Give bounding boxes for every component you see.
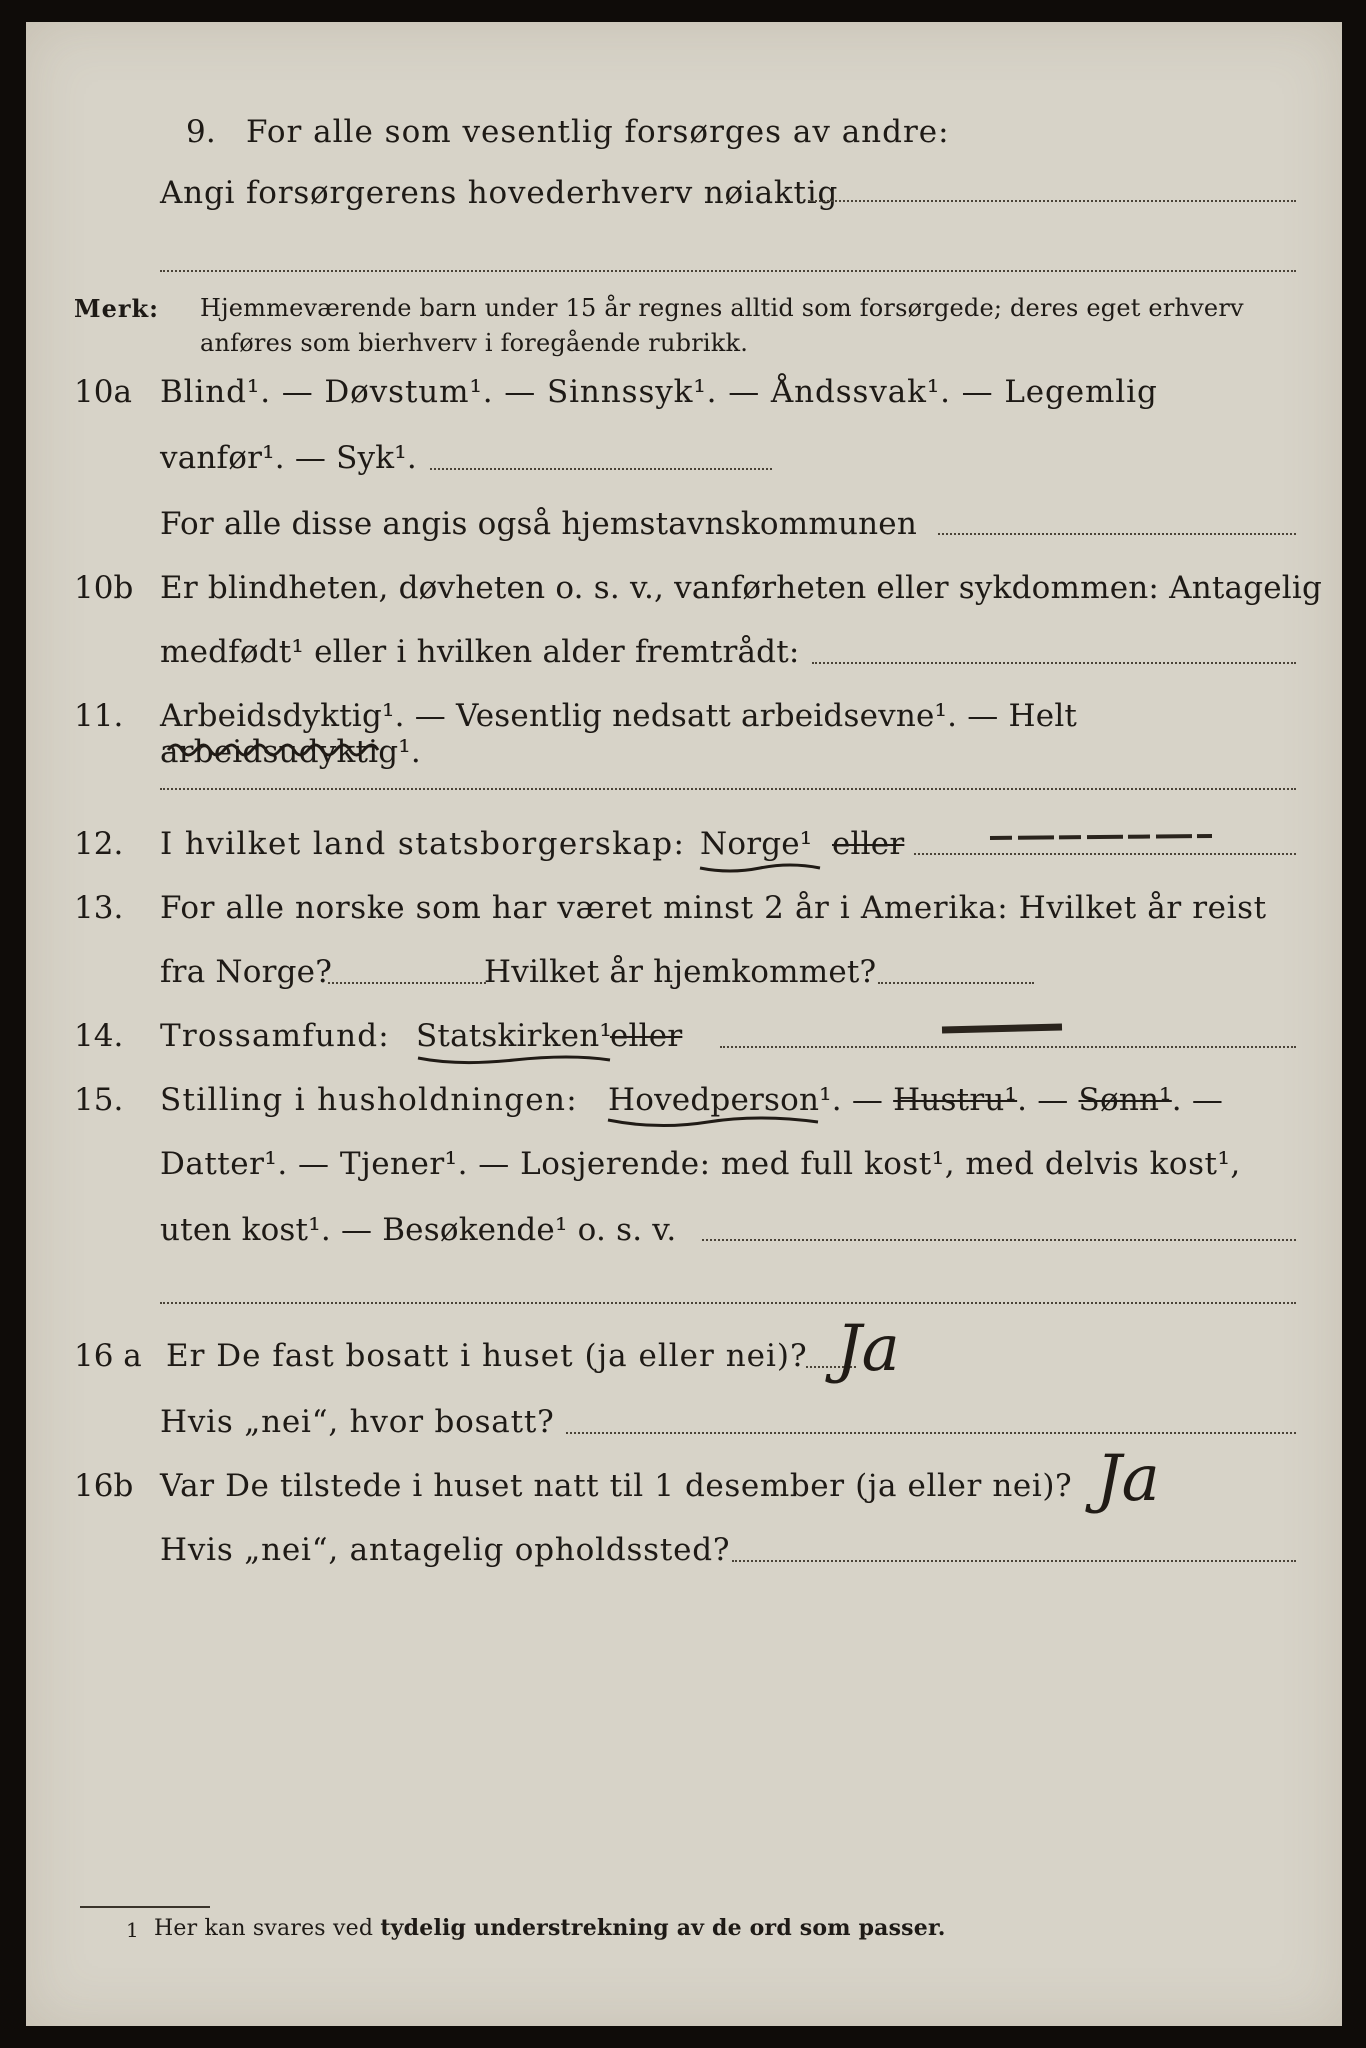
q12-text: I hvilket land statsborgerskap:	[160, 826, 686, 862]
q11-handwritten-underline	[164, 730, 404, 760]
q14-crossed-out-mark	[938, 1018, 1078, 1040]
q15-answer-line[interactable]	[702, 1239, 1296, 1241]
q10a-line2: vanfør¹. — Syk¹.	[160, 440, 417, 476]
q13-return-year-line[interactable]	[878, 982, 1034, 984]
q15-handwritten-underline	[606, 1114, 826, 1134]
q9-answer-line[interactable]	[808, 200, 1296, 202]
census-form-page	[26, 22, 1342, 2026]
note-line2: anføres som bierhverv i foregående rubrikk.	[200, 329, 749, 357]
q9-number: 9.	[186, 114, 216, 150]
q15-sep1: —	[841, 1082, 894, 1118]
q10a-line1: Blind¹. — Døvstum¹. — Sinnssyk¹. — Åndssvak¹. — Legemlig	[160, 374, 1158, 410]
q14-text: Trossamfund:	[160, 1018, 390, 1054]
q13-departure-year-line[interactable]	[328, 982, 486, 984]
q16b-line2: Hvis „nei“, antagelig opholdssted?	[160, 1532, 731, 1568]
q16b-location-line[interactable]	[732, 1560, 1296, 1562]
q9-line2: Angi forsørgerens hovederhverv nøiaktig	[160, 175, 839, 211]
q11-number: 11.	[74, 698, 124, 734]
q13-line1: For alle norske som har været minst 2 år i Amerika: Hvilket år reist	[160, 890, 1267, 926]
q15-options	[608, 1082, 1223, 1118]
q10b-number: 10b	[74, 570, 134, 606]
q10b-line1: Er blindheten, døvheten o. s. v., vanførheten eller sykdommen: Antagelig	[160, 570, 1323, 606]
q14-option-state-church[interactable]: Statskirken¹	[416, 1018, 612, 1054]
q13-number: 13.	[74, 890, 124, 926]
q15-answer-line-2[interactable]	[160, 1302, 1296, 1304]
q10a-number: 10a	[74, 374, 132, 410]
q12-crossed-out-mark	[986, 828, 1226, 848]
q13-line2-left: fra Norge?	[160, 954, 333, 990]
q15-line2: Datter¹. — Tjener¹. — Losjerende: med full kost¹, med delvis kost¹,	[160, 1146, 1241, 1182]
footnote-text-a: Her kan svares ved	[154, 1916, 381, 1941]
q11-option-able[interactable]: Arbeidsdyktig¹.	[160, 698, 405, 734]
q12-number: 12.	[74, 826, 124, 862]
q12-handwritten-underline	[698, 858, 838, 878]
q9-line1: For alle som vesentlig forsørges av andre:	[246, 114, 950, 150]
q14-handwritten-underline	[416, 1050, 616, 1070]
q15-option-wife[interactable]: Hustru¹	[893, 1082, 1018, 1118]
q14-answer-line[interactable]	[720, 1046, 1296, 1048]
footnote-rule	[80, 1906, 210, 1908]
q15-sep3: . —	[1171, 1082, 1224, 1118]
q14-number: 14.	[74, 1018, 124, 1054]
q16b-handwritten-answer[interactable]: Ja	[1096, 1442, 1160, 1516]
q11-answer-line[interactable]	[160, 788, 1296, 790]
q15-option-son[interactable]: Sønn¹	[1078, 1082, 1172, 1118]
footnote-text-b: tydelig understrekning av de ord som passer.	[380, 1915, 946, 1941]
q10a-line3: For alle disse angis også hjemstavnskommunen	[160, 506, 917, 542]
q16b-line1: Var De tilstede i huset natt til 1 desember (ja eller nei)?	[160, 1468, 1073, 1504]
q13-line2-right: Hvilket år hjemkommet?	[484, 954, 877, 990]
q15-text: Stilling i husholdningen:	[160, 1082, 578, 1118]
q16a-line1: Er De fast bosatt i huset (ja eller nei)?	[166, 1338, 808, 1374]
q12-option-norway[interactable]: Norge¹	[700, 826, 813, 862]
q12-option-other[interactable]: eller	[832, 826, 905, 862]
q14-option-other[interactable]: eller	[610, 1018, 683, 1054]
footnote-text	[154, 1915, 946, 1941]
q15-sep2: . —	[1017, 1082, 1079, 1118]
q15-number: 15.	[74, 1082, 124, 1118]
q9-answer-line-2[interactable]	[160, 270, 1296, 272]
q16a-handwritten-answer[interactable]: Ja	[836, 1312, 900, 1386]
q15-line3: uten kost¹. — Besøkende¹ o. s. v.	[160, 1212, 677, 1248]
note-label: Merk:	[74, 294, 159, 323]
q10a-answer-line[interactable]	[430, 468, 772, 470]
q11-rest: — Vesentlig nedsatt arbeidsevne¹. — Helt arbeidsudyktig¹.	[160, 698, 1078, 770]
q10a-hometown-line[interactable]	[938, 533, 1296, 535]
q10b-answer-line[interactable]	[812, 662, 1296, 664]
q16a-residence-line[interactable]	[566, 1432, 1296, 1434]
footnote-mark: 1	[126, 1918, 139, 1942]
q16a-number: 16 a	[74, 1338, 142, 1374]
q10b-line2: medfødt¹ eller i hvilken alder fremtrådt:	[160, 634, 800, 670]
q16b-number: 16b	[74, 1468, 134, 1504]
q12-answer-line[interactable]	[914, 853, 1296, 855]
note-line1: Hjemmeværende barn under 15 år regnes alltid som forsørgede; deres eget erhverv	[200, 294, 1244, 322]
q15-option-head[interactable]: Hovedperson¹.	[608, 1082, 842, 1118]
q16a-line2: Hvis „nei“, hvor bosatt?	[160, 1404, 555, 1440]
